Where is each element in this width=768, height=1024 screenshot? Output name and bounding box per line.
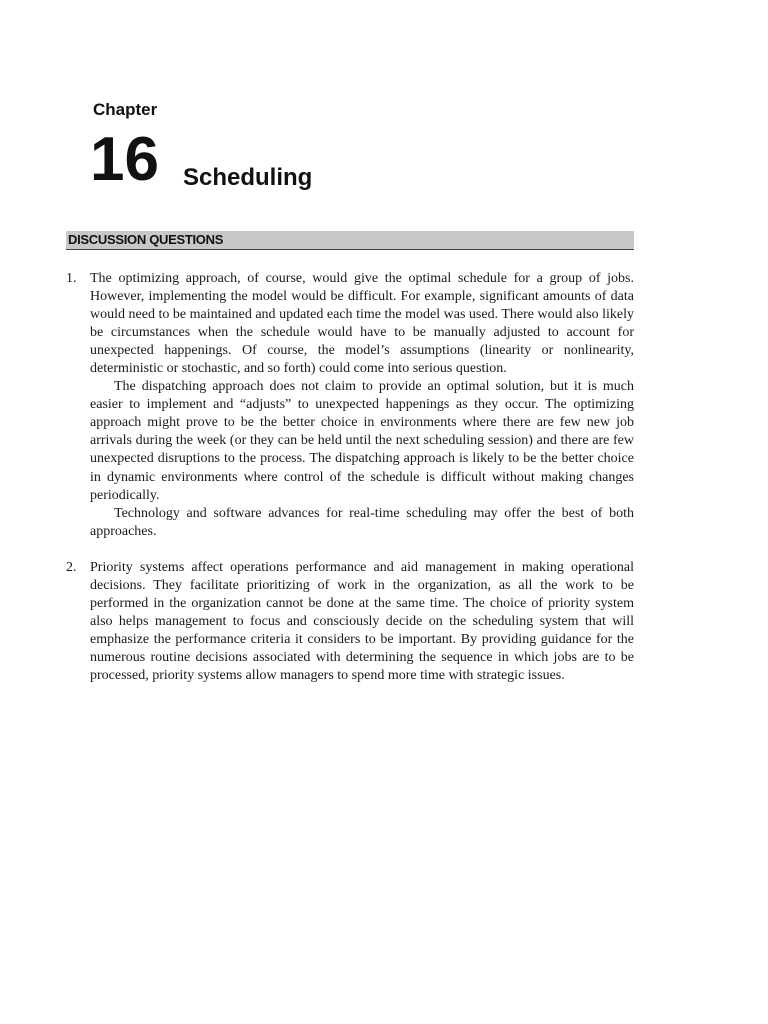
- chapter-number: 16: [90, 125, 159, 194]
- section-header-text: DISCUSSION QUESTIONS: [68, 232, 224, 247]
- question-paragraph: The optimizing approach, of course, would give the optimal schedule for a group of jobs. However, implementing the model would be difficult. For example, significant amounts of data would need to be maintained and updated each time the model was used. There would also likely be circumstances when the schedule would have to be manually adjusted to account for unexpected happenings. Of course, the model’s assumptions (linearity or nonlinearity, deterministic or stochastic, and so forth) could come into serious question.: [90, 271, 634, 377]
- chapter-title: Scheduling: [183, 164, 313, 191]
- chapter-label: Chapter: [93, 100, 158, 119]
- section-header-bar: [66, 231, 634, 250]
- question-paragraph: The dispatching approach does not claim to provide an optimal solution, but it is much easier to implement and “adjusts” to unexpected happenings as they occur. The optimizing approach might prove to be the better choice in environments where there are few new job arrivals during the week (or they can be held until the next scheduling session) and there are few unexpected disruptions to the process. The dispatching approach is likely to be the better choice in dynamic environments where control of the schedule is difficult without making changes periodically.: [90, 379, 634, 503]
- question-item: [66, 559, 634, 685]
- question-paragraph: Technology and software advances for real-time scheduling may offer the best of both approaches.: [90, 505, 634, 539]
- question-item: [66, 270, 634, 541]
- question-number: 2.: [66, 559, 77, 575]
- question-paragraph: Priority systems affect operations performance and aid management in making operational decisions. They facilitate prioritizing of work in the organization, as all the work to be performed in the organization cannot be done at the same time. The choice of priority system also helps management to focus and consciously decide on the scheduling system that will emphasize the performance criteria it considers to be important. By providing guidance for the numerous routine decisions associated with determining the sequence in which jobs are to be processed, priority systems allow managers to spend more time with strategic issues.: [90, 559, 634, 683]
- question-number: 1.: [66, 271, 77, 286]
- discussion-questions-list: [66, 270, 634, 703]
